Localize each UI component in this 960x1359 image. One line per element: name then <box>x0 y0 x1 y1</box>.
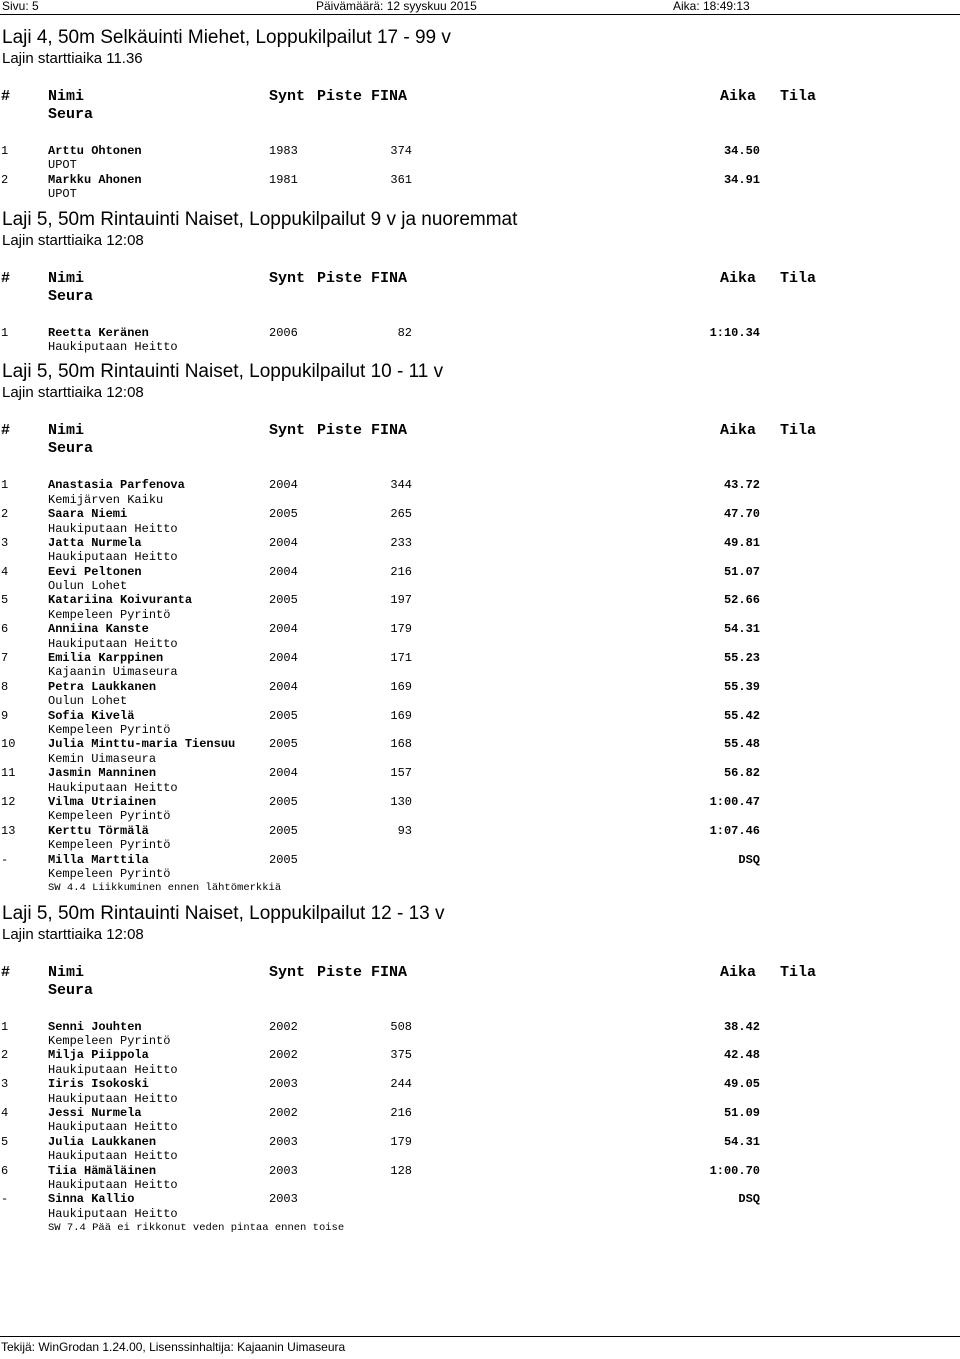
club-name: Kempeleen Pyrintö <box>48 809 171 824</box>
swimmer-name: Anastasia Parfenova <box>48 478 185 493</box>
result-time: DSQ <box>738 852 760 867</box>
time-column-header: Aika <box>720 88 757 105</box>
name-column-header: Nimi <box>48 88 85 105</box>
swimmer-name: Milla Marttila <box>48 852 149 867</box>
fina-points: 179 <box>390 622 412 637</box>
result-rank: 5 <box>1 1134 9 1149</box>
swimmer-name: Katariina Koivuranta <box>48 593 193 608</box>
club-name: Haukiputaan Heitto <box>48 1120 178 1135</box>
result-time: 51.07 <box>723 564 760 579</box>
club-name: Kempeleen Pyrintö <box>48 866 171 881</box>
rank-column-header: # <box>1 88 11 105</box>
result-row <box>0 173 960 187</box>
birth-year: 2005 <box>269 794 298 809</box>
club-name: Kempeleen Pyrintö <box>48 838 171 853</box>
column-header <box>0 964 960 1008</box>
club-name: Kempeleen Pyrintö <box>48 607 171 622</box>
result-row <box>0 853 960 867</box>
birth-year: 2003 <box>269 1077 298 1092</box>
club-row <box>0 752 960 766</box>
result-row <box>0 593 960 607</box>
club-row <box>0 1178 960 1192</box>
club-column-header: Seura <box>48 981 94 999</box>
rank-column-header: # <box>1 269 11 287</box>
event-section <box>0 362 960 895</box>
result-row <box>0 565 960 579</box>
club-row <box>0 550 960 564</box>
club-row <box>0 723 960 737</box>
birth-year-column-header: Synt <box>269 422 306 440</box>
club-name: Haukiputaan Heitto <box>48 550 178 565</box>
print-date: Päivämäärä: 12 syyskuu 2015 <box>316 0 477 13</box>
club-row <box>0 867 960 881</box>
fina-points: 93 <box>397 823 412 838</box>
result-time: 51.09 <box>723 1106 760 1121</box>
result-time: 49.05 <box>723 1077 760 1092</box>
result-rank: 2 <box>1 507 9 522</box>
fina-points: 244 <box>390 1077 412 1092</box>
result-rank: 2 <box>1 1048 9 1063</box>
club-row <box>0 665 960 679</box>
result-time: 1:00.70 <box>709 1163 760 1178</box>
event-start-time: Lajin starttiaika 11.36 <box>2 50 143 67</box>
club-name: Kempeleen Pyrintö <box>48 722 171 737</box>
result-rank: 6 <box>1 1163 9 1178</box>
result-time: 55.39 <box>723 679 760 694</box>
swimmer-name: Arttu Ohtonen <box>48 144 142 158</box>
disqualification-note-row <box>0 1221 960 1235</box>
birth-year-column-header: Synt <box>269 963 306 981</box>
result-row <box>0 795 960 809</box>
result-rank: 3 <box>1 1077 9 1092</box>
fina-points: 216 <box>390 1106 412 1121</box>
birth-year: 2002 <box>269 1048 298 1063</box>
swimmer-name: Eevi Peltonen <box>48 564 142 579</box>
result-rank: 11 <box>1 766 16 781</box>
result-row <box>0 1164 960 1178</box>
club-row <box>0 838 960 852</box>
result-time: 47.70 <box>723 507 760 522</box>
rank-column-header: # <box>1 422 11 440</box>
birth-year: 2003 <box>269 1192 298 1207</box>
event-section <box>0 28 960 202</box>
fina-points: 168 <box>390 737 412 752</box>
page-number: Sivu: 5 <box>2 0 39 13</box>
fina-points: 265 <box>390 507 412 522</box>
club-name: Kemijärven Kaiku <box>48 492 164 507</box>
birth-year: 2006 <box>269 325 298 340</box>
result-row <box>0 1048 960 1062</box>
result-time: 54.31 <box>723 1134 760 1149</box>
birth-year-column-header: Synt <box>269 269 306 287</box>
club-row <box>0 809 960 823</box>
result-time: 54.31 <box>723 622 760 637</box>
club-name: Kajaanin Uimaseura <box>48 665 178 680</box>
result-row <box>0 1135 960 1149</box>
club-name: Haukiputaan Heitto <box>48 1091 178 1106</box>
club-name: Oulun Lohet <box>48 694 128 709</box>
birth-year: 2004 <box>269 564 298 579</box>
club-name: Kempeleen Pyrintö <box>48 1034 171 1049</box>
disqualification-note-row <box>0 881 960 895</box>
footer-text: Tekijä: WinGrodan 1.24.00, Lisenssinhaltija: Kajaanin Uimaseura <box>1 1340 346 1354</box>
club-row <box>0 522 960 536</box>
swimmer-name: Senni Jouhten <box>48 1019 142 1034</box>
swimmer-name: Jasmin Manninen <box>48 766 157 781</box>
result-time: 43.72 <box>723 478 760 493</box>
status-column-header: Tila <box>780 963 817 981</box>
fina-points: 361 <box>390 172 412 187</box>
fina-points: 128 <box>390 1163 412 1178</box>
event-start-time: Lajin starttiaika 12:08 <box>2 925 144 943</box>
result-rank: 6 <box>1 622 9 637</box>
event-title: Laji 4, 50m Selkäuinti Miehet, Loppukilpailut 17 - 99 v <box>2 27 451 48</box>
result-rank: 4 <box>1 564 9 579</box>
club-row <box>0 579 960 593</box>
birth-year: 2002 <box>269 1019 298 1034</box>
club-name: UPOT <box>48 187 77 202</box>
result-rank: 2 <box>1 172 9 187</box>
fina-points: 344 <box>390 478 412 493</box>
birth-year: 2005 <box>269 507 298 522</box>
birth-year: 2005 <box>269 737 298 752</box>
fina-points: 375 <box>390 1048 412 1063</box>
swimmer-name: Sinna Kallio <box>48 1192 135 1207</box>
event-start-time: Lajin starttiaika 12:08 <box>2 384 144 402</box>
results-list <box>0 28 960 1236</box>
club-row <box>0 608 960 622</box>
result-time: 38.42 <box>723 1019 760 1034</box>
club-row <box>0 1120 960 1134</box>
result-time: 1:10.34 <box>709 325 760 340</box>
event-title: Laji 5, 50m Rintauinti Naiset, Loppukilpailut 10 - 11 v <box>2 361 444 383</box>
fina-points: 82 <box>397 325 412 340</box>
swimmer-name: Reetta Keränen <box>48 325 149 340</box>
event-start-time: Lajin starttiaika 12:08 <box>2 231 144 249</box>
swimmer-name: Jessi Nurmela <box>48 1106 142 1121</box>
club-name: Haukiputaan Heitto <box>48 1149 178 1164</box>
swimmer-name: Iiris Isokoski <box>48 1077 149 1092</box>
result-row <box>0 1106 960 1120</box>
result-row <box>0 536 960 550</box>
result-time: 42.48 <box>723 1048 760 1063</box>
club-row <box>0 1149 960 1163</box>
name-column-header: Nimi <box>48 963 85 981</box>
result-time: 1:00.47 <box>709 794 760 809</box>
column-header <box>0 88 960 132</box>
club-column-header: Seura <box>48 287 94 305</box>
result-time: 52.66 <box>723 593 760 608</box>
fina-points: 197 <box>390 593 412 608</box>
result-time: 55.48 <box>723 737 760 752</box>
birth-year: 2004 <box>269 535 298 550</box>
disqualification-note: SW 7.4 Pää ei rikkonut veden pintaa ennen toise <box>48 1222 345 1235</box>
result-row <box>0 709 960 723</box>
result-rank: 1 <box>1 144 9 158</box>
swimmer-name: Emilia Karppinen <box>48 651 164 666</box>
status-column-header: Tila <box>780 422 817 440</box>
status-column-header: Tila <box>780 269 817 287</box>
birth-year: 2002 <box>269 1106 298 1121</box>
time-column-header: Aika <box>720 269 757 287</box>
club-row <box>0 1207 960 1221</box>
club-row <box>0 187 960 201</box>
club-row <box>0 493 960 507</box>
result-time: 1:07.46 <box>709 823 760 838</box>
result-row <box>0 622 960 636</box>
result-row <box>0 737 960 751</box>
swimmer-name: Jatta Nurmela <box>48 535 142 550</box>
fina-points: 130 <box>390 794 412 809</box>
club-row <box>0 1063 960 1077</box>
club-row <box>0 340 960 354</box>
birth-year: 2003 <box>269 1163 298 1178</box>
club-row <box>0 158 960 172</box>
club-column-header: Seura <box>48 106 94 123</box>
points-column-header: Piste FINA <box>317 269 408 287</box>
swimmer-name: Kerttu Törmälä <box>48 823 149 838</box>
swimmer-name: Julia Laukkanen <box>48 1134 157 1149</box>
club-name: Haukiputaan Heitto <box>48 636 178 651</box>
birth-year: 2004 <box>269 679 298 694</box>
club-name: Haukiputaan Heitto <box>48 521 178 536</box>
rank-column-header: # <box>1 963 11 981</box>
birth-year: 2005 <box>269 823 298 838</box>
birth-year-column-header: Synt <box>269 88 306 105</box>
swimmer-name: Milja Piippola <box>48 1048 149 1063</box>
print-time: Aika: 18:49:13 <box>673 0 750 13</box>
event-title: Laji 5, 50m Rintauinti Naiset, Loppukilpailut 12 - 13 v <box>2 902 445 924</box>
column-header <box>0 422 960 466</box>
result-row <box>0 1077 960 1091</box>
birth-year: 2004 <box>269 622 298 637</box>
club-name: Oulun Lohet <box>48 579 128 594</box>
birth-year: 1981 <box>269 172 298 187</box>
swimmer-name: Sofia Kivelä <box>48 708 135 723</box>
club-row <box>0 637 960 651</box>
fina-points: 179 <box>390 1134 412 1149</box>
club-name: Haukiputaan Heitto <box>48 1206 178 1221</box>
fina-points: 508 <box>390 1019 412 1034</box>
result-row <box>0 824 960 838</box>
page-header <box>0 0 960 15</box>
page-footer <box>0 1336 960 1359</box>
birth-year: 1983 <box>269 144 298 158</box>
name-column-header: Nimi <box>48 269 85 287</box>
result-rank: 1 <box>1 325 9 340</box>
fina-points: 233 <box>390 535 412 550</box>
swimmer-name: Vilma Utriainen <box>48 794 157 809</box>
result-rank: 9 <box>1 708 9 723</box>
event-section <box>0 904 960 1236</box>
result-rank: 8 <box>1 679 9 694</box>
swimmer-name: Julia Minttu-maria Tiensuu <box>48 737 236 752</box>
fina-points: 157 <box>390 766 412 781</box>
points-column-header: Piste FINA <box>317 422 408 440</box>
result-rank: - <box>1 1192 9 1207</box>
fina-points: 374 <box>390 144 412 158</box>
result-row <box>0 1020 960 1034</box>
result-row <box>0 680 960 694</box>
birth-year: 2004 <box>269 478 298 493</box>
status-column-header: Tila <box>780 88 817 105</box>
column-header <box>0 270 960 314</box>
result-row <box>0 651 960 665</box>
result-row <box>0 478 960 492</box>
swimmer-name: Anniina Kanste <box>48 622 149 637</box>
result-time: 34.91 <box>723 172 760 187</box>
result-time: 56.82 <box>723 766 760 781</box>
club-row <box>0 694 960 708</box>
result-time: DSQ <box>738 1192 760 1207</box>
club-name: UPOT <box>48 158 77 173</box>
result-rank: - <box>1 852 9 867</box>
fina-points: 171 <box>390 651 412 666</box>
event-title: Laji 5, 50m Rintauinti Naiset, Loppukilpailut 9 v ja nuoremmat <box>2 208 518 230</box>
points-column-header: Piste FINA <box>317 963 408 981</box>
result-rank: 3 <box>1 535 9 550</box>
result-rank: 5 <box>1 593 9 608</box>
result-row <box>0 144 960 158</box>
birth-year: 2003 <box>269 1134 298 1149</box>
result-time: 55.42 <box>723 708 760 723</box>
result-rank: 12 <box>1 794 16 809</box>
result-time: 49.81 <box>723 535 760 550</box>
result-rank: 4 <box>1 1106 9 1121</box>
event-section <box>0 210 960 355</box>
fina-points: 169 <box>390 679 412 694</box>
result-rank: 10 <box>1 737 16 752</box>
birth-year: 2005 <box>269 708 298 723</box>
disqualification-note: SW 4.4 Liikkuminen ennen lähtömerkkiä <box>48 882 282 895</box>
result-row <box>0 1192 960 1206</box>
club-row <box>0 781 960 795</box>
time-column-header: Aika <box>720 422 757 440</box>
time-column-header: Aika <box>720 963 757 981</box>
fina-points: 169 <box>390 708 412 723</box>
result-rank: 1 <box>1 478 9 493</box>
result-rank: 7 <box>1 651 9 666</box>
club-name: Haukiputaan Heitto <box>48 1177 178 1192</box>
birth-year: 2004 <box>269 766 298 781</box>
club-name: Haukiputaan Heitto <box>48 780 178 795</box>
result-time: 55.23 <box>723 651 760 666</box>
swimmer-name: Markku Ahonen <box>48 172 142 187</box>
fina-points: 216 <box>390 564 412 579</box>
result-row <box>0 326 960 340</box>
result-row <box>0 766 960 780</box>
birth-year: 2004 <box>269 651 298 666</box>
club-name: Haukiputaan Heitto <box>48 339 178 354</box>
swimmer-name: Saara Niemi <box>48 507 128 522</box>
result-rank: 13 <box>1 823 16 838</box>
club-name: Kemin Uimaseura <box>48 751 157 766</box>
swimmer-name: Tiia Hämäläinen <box>48 1163 157 1178</box>
result-row <box>0 507 960 521</box>
birth-year: 2005 <box>269 593 298 608</box>
name-column-header: Nimi <box>48 422 85 440</box>
result-rank: 1 <box>1 1019 9 1034</box>
swimmer-name: Petra Laukkanen <box>48 679 157 694</box>
club-name: Haukiputaan Heitto <box>48 1062 178 1077</box>
club-row <box>0 1034 960 1048</box>
result-time: 34.50 <box>723 144 760 158</box>
club-row <box>0 1092 960 1106</box>
club-column-header: Seura <box>48 440 94 458</box>
points-column-header: Piste FINA <box>317 88 408 105</box>
birth-year: 2005 <box>269 852 298 867</box>
